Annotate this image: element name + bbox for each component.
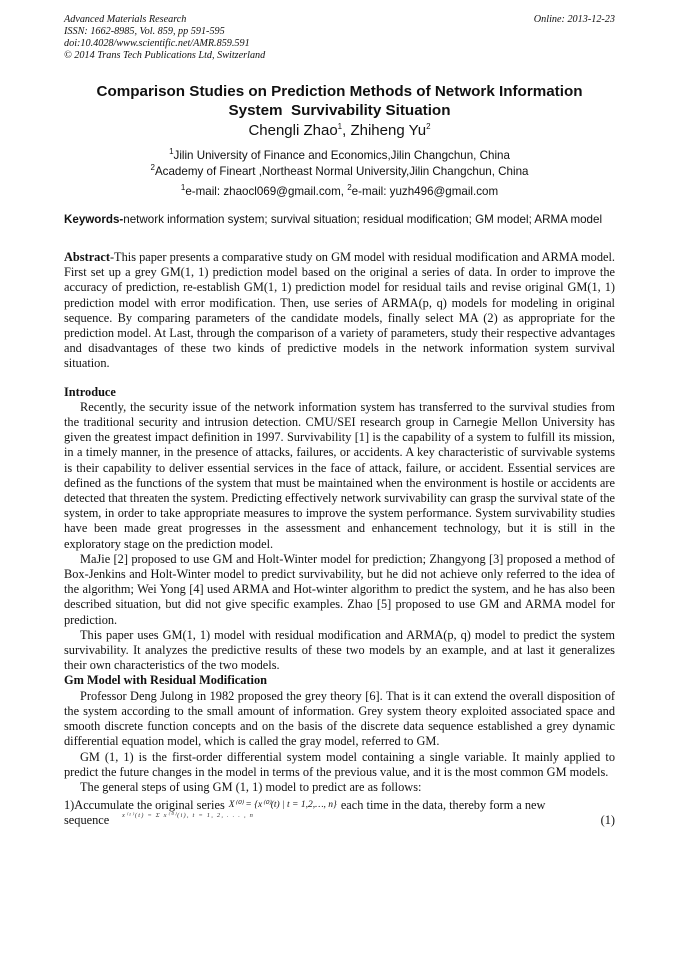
- author-2-sup: 2: [426, 122, 431, 131]
- keywords-text: network information system; survival situation; residual modification; GM model; ARMA model: [123, 213, 603, 226]
- introduce-paragraph-1: Recently, the security issue of the network information system has transferred to the survival studies from the traditional security and intrusion detection. CMU/SEI research group in Carnegie Mellon University has given the greatest impact definition in 1997. Survivability [1] is the capability of a system to fulfill its mission, in a timely manner, in the presence of attacks, failures, or accidents. A key characteristic of survivable systems is their capability to deliver essential services in the face of attack, failure, or accident. Essential services are defined as the functions of the system that must be maintained when the environment is hostile or accidents are detected that threaten the system. Predicting effectively network survivability can grasp the survival state of the system, in order to take appropriate measures to improve the system performance. System survivability studies have been made great progresses in the assessment and enhancement technology, but it is still in the exploratory stage on the prediction model.: [64, 399, 615, 551]
- author-2: Zhiheng Yu: [350, 122, 427, 139]
- gm-paragraph-1: Professor Deng Julong in 1982 proposed the grey theory [6]. That is it can extend the overall disposition of the system according to the small amount of information. Grey system theory exploited associated space and smooth discrete function concepts and on the basis of the discrete data sequence established a grey dynamic differential equation model, which is called the gray model, referred to GM.: [64, 688, 615, 749]
- accumulated-sequence-equation: x⁽¹⁾(t) = Σ x⁽⁰⁾(i), t = 1, 2, . . . , n: [122, 812, 255, 820]
- paper-title: [64, 82, 615, 120]
- gm-heading: Gm Model with Residual Modification: [64, 673, 267, 688]
- equation-number: (1): [600, 813, 615, 828]
- email-2-sup: 2: [347, 183, 352, 193]
- sequence-label: sequence: [64, 813, 110, 828]
- title-line-2: System Survivability Situation: [228, 102, 451, 119]
- affiliation-2-text: Academy of Fineart ,Northeast Normal University,Jilin Changchun, China: [154, 165, 529, 178]
- abstract-text: -This paper presents a comparative study on GM model with residual modification and ARMA model. First set up a grey GM(1, 1) prediction model based on the original a series of data. In order to improve the accuracy of prediction, re-establish GM(1, 1) prediction model for residual tails and revise original GM(1, 1) prediction model with error modification. Then, use series of ARMA(p, q) models for modeling in original sequence. By comparing parameters of the candidate models, finally select MA (2) as appropriate for the prediction model. At Last, through the comparison of a variety of parameters, study their respective advantages and disadvantages of these two kinds of predictive models in the network information system survival situation.: [64, 250, 615, 371]
- author-separator: ,: [342, 122, 351, 139]
- issn-line: ISSN: 1662-8985, Vol. 859, pp 591-595: [64, 26, 225, 37]
- keywords-block: [64, 213, 615, 227]
- gm-paragraph-2: GM (1, 1) is the first-order differential system model containing a single variable. It mainly applied to predict the future changes in the model in terms of the previous value, and it is the most common GM models.: [64, 749, 615, 779]
- affiliation-1: [64, 148, 615, 164]
- affiliation-1-text: Jilin University of Finance and Economics,Jilin Changchun, China: [173, 149, 510, 162]
- author-list: [64, 122, 615, 140]
- copyright-line: © 2014 Trans Tech Publications Ltd, Switzerland: [64, 50, 266, 61]
- paper-body: [64, 250, 615, 831]
- introduce-heading: Introduce: [64, 384, 116, 399]
- email-1: e-mail: zhaocl069@gmail.com,: [185, 185, 348, 198]
- introduce-paragraph-3: This paper uses GM(1, 1) model with residual modification and ARMA(p, q) model to predict the system survivability. It analyzes the predictive results of these two models by an example, and at last it generalizes their own characteristics of the two models.: [64, 627, 615, 673]
- online-date: Online: 2013-12-23: [533, 14, 615, 25]
- introduce-paragraph-2: MaJie [2] proposed to use GM and Holt-Winter model for prediction; Zhangyong [3] proposed a method of Box-Jenkins and Holt-Winter model to predict survivability, but he did not achieve only referred to the idea of the algorithm; Wei Yong [4] used ARMA and Hot-winter algorithm to predict the system, and he has also been described situation, but did not give specific examples. Zhao [5] proposed to use GM and ARMA model for prediction.: [64, 551, 615, 627]
- original-series-equation: X⁽⁰⁾ = {x⁽⁰⁾(t) | t = 1,2,…, n}: [228, 800, 337, 811]
- affiliation-2: [64, 164, 615, 180]
- affiliation-1-sup: 1: [169, 147, 174, 157]
- journal-header: [64, 14, 615, 62]
- gm-paragraph-3: The general steps of using GM (1, 1) model to predict are as follows:: [80, 779, 422, 794]
- keywords-label: Keywords-: [64, 213, 124, 226]
- email-line: [64, 184, 615, 200]
- journal-name: Advanced Materials Research: [64, 14, 187, 25]
- step-1-text-a: 1)Accumulate the original series: [64, 798, 225, 813]
- abstract: [64, 250, 615, 372]
- title-line-1: Comparison Studies on Prediction Methods of Network Information: [96, 83, 583, 100]
- abstract-label: Abstract: [64, 250, 110, 264]
- equation-1-row: [64, 813, 615, 831]
- step-1-text-b: each time in the data, thereby form a new: [340, 798, 546, 813]
- affiliations: [64, 148, 615, 180]
- author-1-sup: 1: [337, 122, 343, 131]
- affiliation-2-sup: 2: [150, 163, 155, 173]
- email-2: e-mail: yuzh496@gmail.com: [351, 185, 499, 198]
- email-1-sup: 1: [180, 183, 186, 193]
- author-1: Chengli Zhao: [248, 122, 338, 139]
- doi-line: doi:10.4028/www.scientific.net/AMR.859.591: [64, 38, 250, 49]
